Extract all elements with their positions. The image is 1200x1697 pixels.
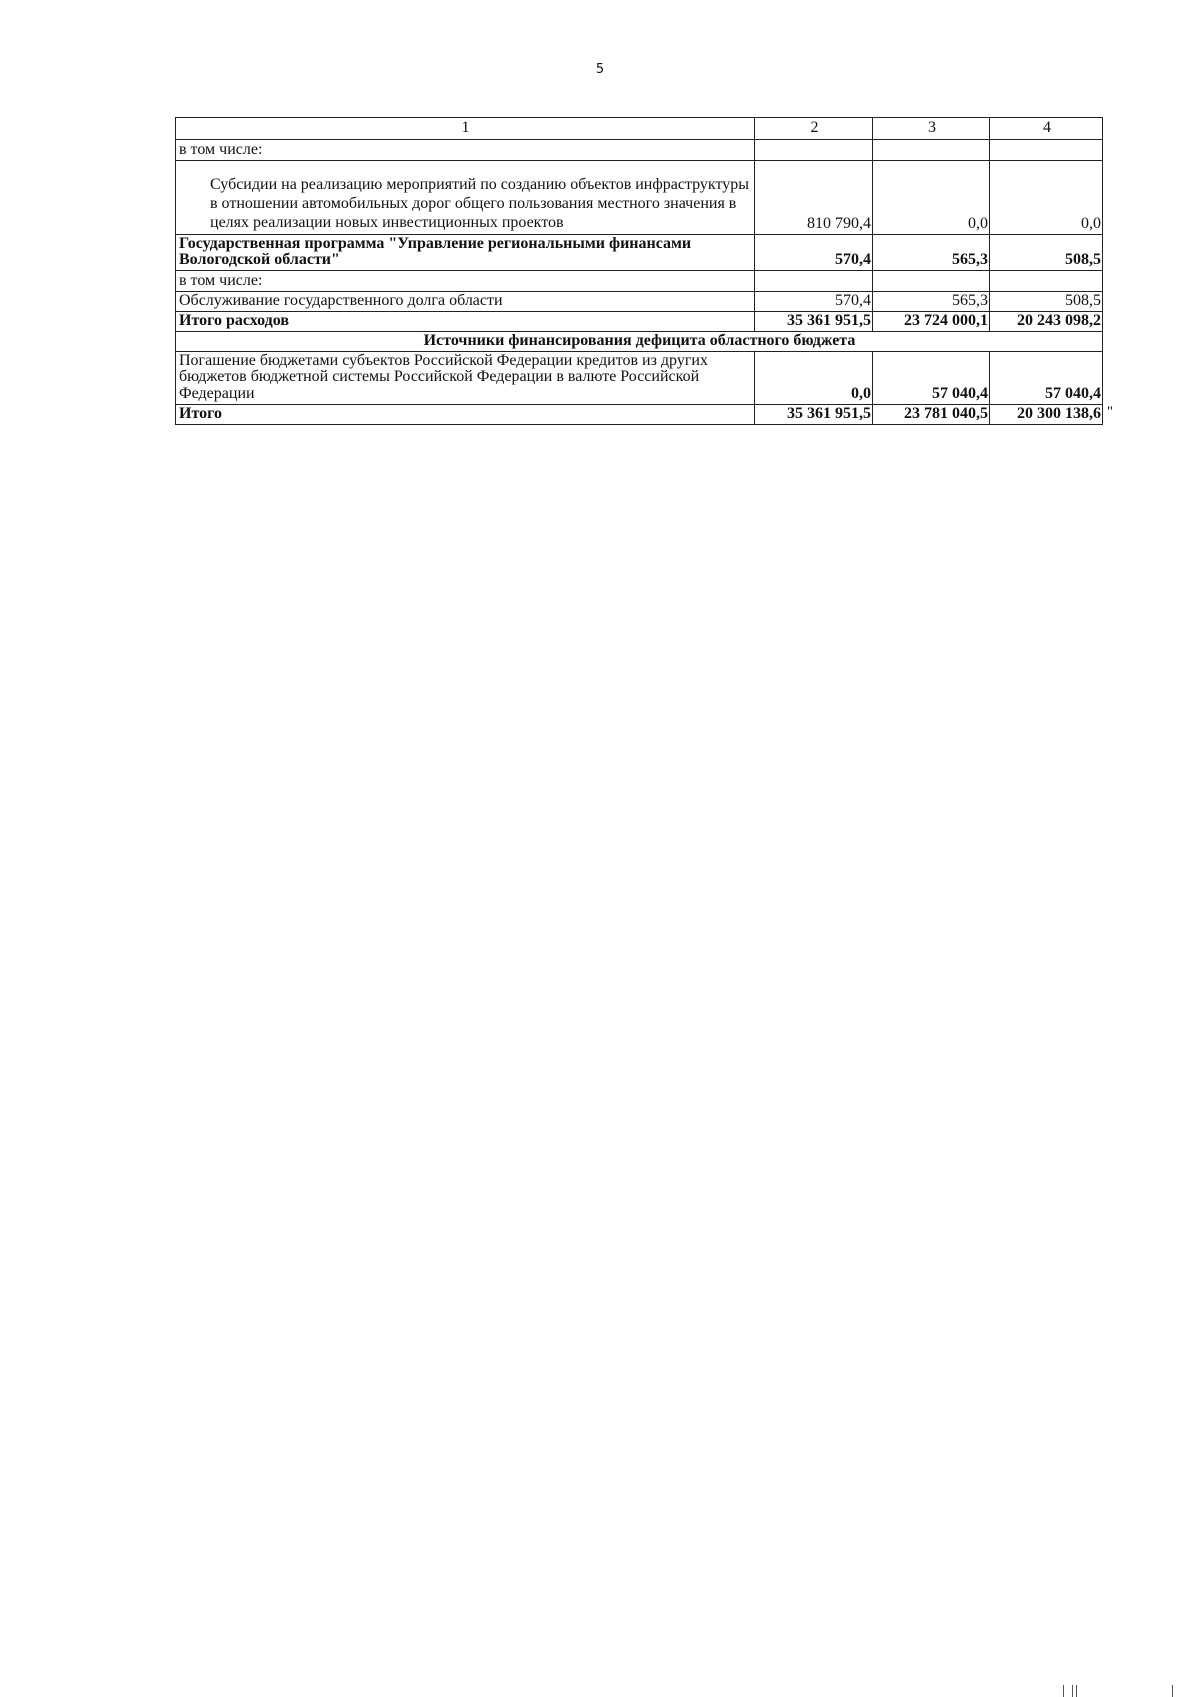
row-value-2: 35 361 951,5: [755, 311, 873, 331]
row-value-4: [990, 140, 1103, 161]
row-value-3: [873, 140, 990, 161]
row-value-2: 810 790,4: [755, 161, 873, 235]
row-value-4: 508,5: [990, 292, 1103, 312]
table-row: [176, 161, 1103, 235]
row-value-3: 57 040,4: [873, 351, 990, 404]
page-number: 5: [595, 62, 605, 77]
scan-mark: [1063, 1685, 1064, 1697]
row-value-3: 23 724 000,1: [873, 311, 990, 331]
table-header-row: [176, 118, 1103, 140]
scan-mark: [1172, 1685, 1173, 1697]
header-cell-2: 2: [755, 118, 873, 140]
row-value-4: 20 243 098,2: [990, 311, 1103, 331]
row-value-2: 570,4: [755, 234, 873, 271]
table-row: [176, 234, 1103, 271]
scan-mark: [1076, 1685, 1077, 1697]
row-label: Государственная программа "Управление региональными финансами Вологодской области": [176, 234, 755, 271]
header-cell-3: 3: [873, 118, 990, 140]
row-value-3: 565,3: [873, 292, 990, 312]
row-value-4: [990, 403, 1113, 424]
table-row: [176, 292, 1103, 312]
row-value-3: 0,0: [873, 161, 990, 235]
row-label: Итого: [176, 404, 755, 424]
row-value-2: 0,0: [755, 351, 873, 404]
grand-total-value: 20 300 138,6: [1017, 404, 1101, 422]
table-row-grand-total: [176, 404, 1103, 424]
row-value-3: [873, 271, 990, 292]
budget-table: [175, 117, 1113, 425]
section-heading: Источники финансирования дефицита областного бюджета: [176, 331, 1103, 351]
row-label: в том числе:: [176, 140, 755, 161]
row-label: Погашение бюджетами субъектов Российской Федерации кредитов из других бюджетов бюджетной системы Российской Федерации в валюте Российской Федерации: [176, 351, 755, 404]
row-value-4: 57 040,4: [990, 351, 1103, 404]
table-row: [176, 140, 1103, 161]
row-value-3: 23 781 040,5: [873, 404, 990, 424]
row-value-2: 35 361 951,5: [755, 404, 873, 424]
scan-edge-marks: [1063, 1685, 1183, 1697]
header-cell-1: 1: [176, 118, 755, 140]
row-value-4: [990, 271, 1103, 292]
header-cell-4: 4: [990, 118, 1103, 140]
row-label: Субсидии на реализацию мероприятий по созданию объектов инфраструктуры в отношении автомобильных дорог общего пользования местного значения в целях реализации новых инвестиционных проектов: [176, 161, 755, 235]
row-value-2: 570,4: [755, 292, 873, 312]
table-section-row: [176, 331, 1103, 351]
row-label: Итого расходов: [176, 311, 755, 331]
row-label: в том числе:: [176, 271, 755, 292]
row-label: Обслуживание государственного долга области: [176, 292, 755, 312]
row-value-2: [755, 140, 873, 161]
table-row-total-expenses: [176, 311, 1103, 331]
row-value-4: 0,0: [990, 161, 1103, 235]
row-value-3: 565,3: [873, 234, 990, 271]
table-row: [176, 351, 1103, 404]
row-value-4: 508,5: [990, 234, 1103, 271]
table-row: [176, 271, 1103, 292]
row-value-2: [755, 271, 873, 292]
scan-mark: [1072, 1685, 1073, 1697]
closing-quote: ": [1106, 403, 1113, 420]
